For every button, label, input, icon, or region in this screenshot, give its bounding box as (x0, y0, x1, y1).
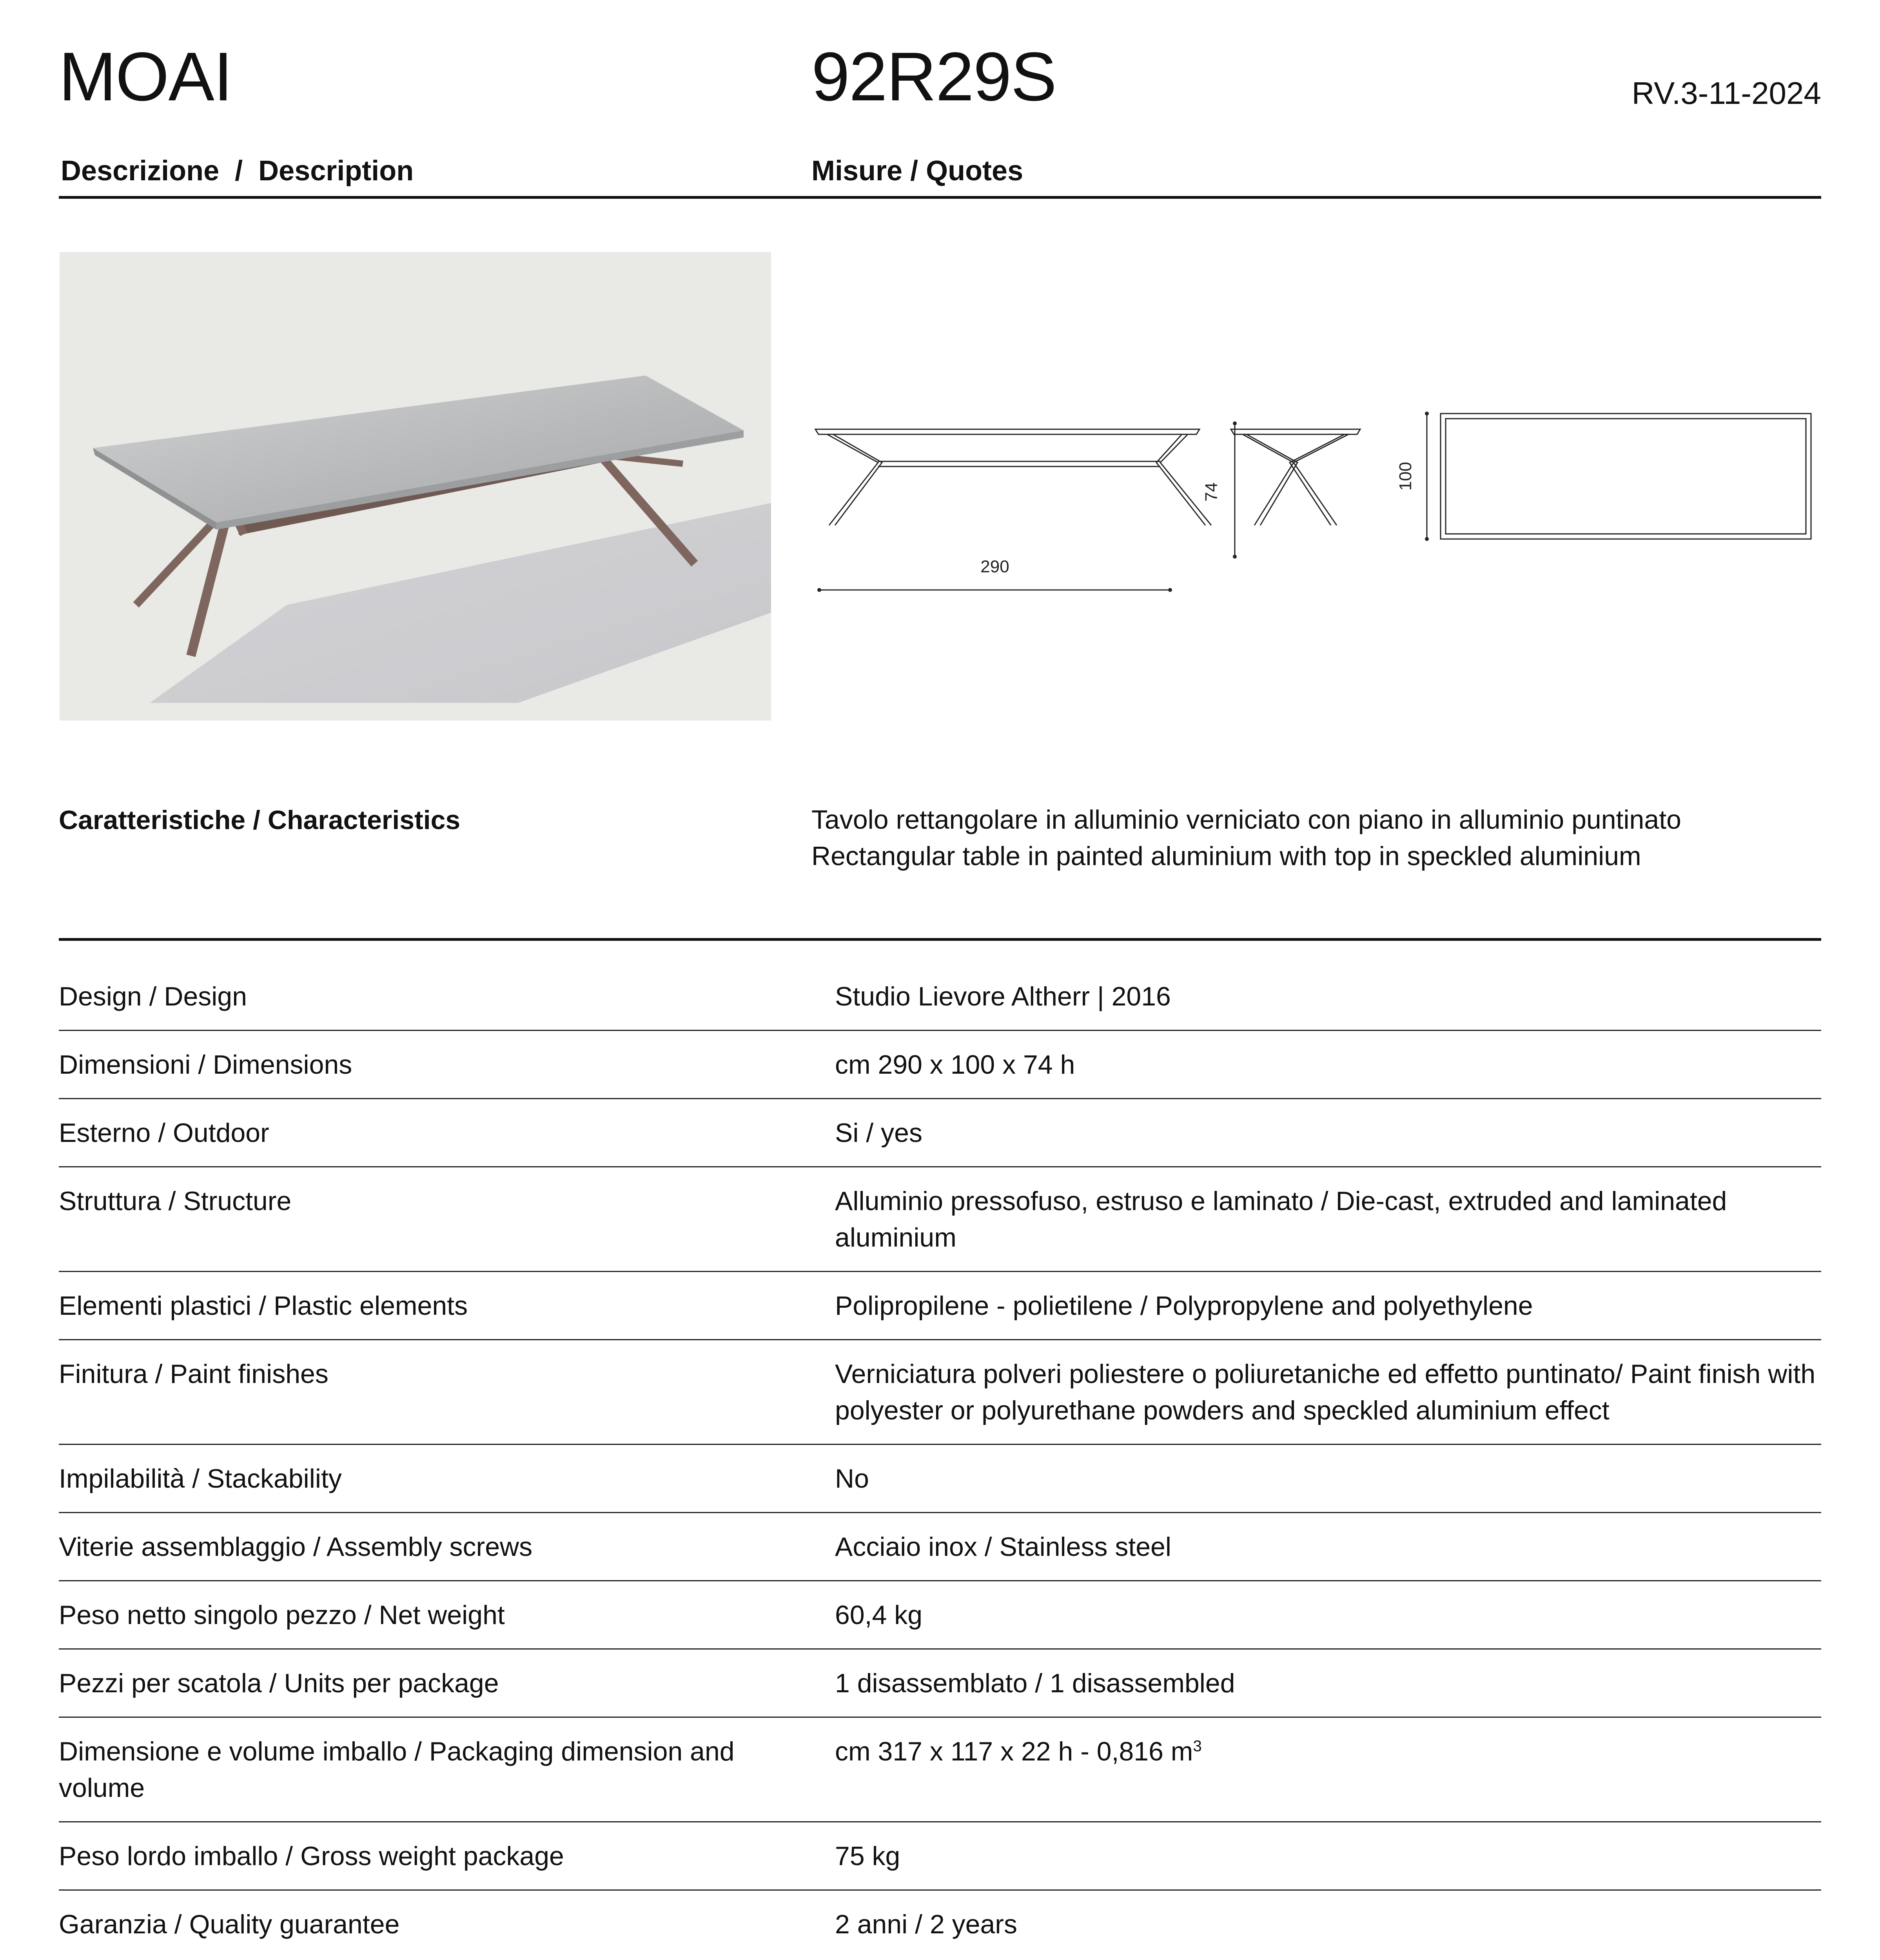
spec-value: Alluminio pressofuso, estruso e laminato / Die-cast, extruded and laminated aluminium (835, 1167, 1821, 1272)
spec-value (835, 1717, 1821, 1822)
specifications-table (59, 963, 1821, 1958)
spec-value: Polipropilene - polietilene / Polypropylene and polyethylene (835, 1272, 1821, 1340)
table-row (59, 1822, 1821, 1890)
spec-value: 2 anni / 2 years (835, 1909, 1017, 1939)
table-row (59, 1167, 1821, 1272)
spec-value: cm 290 x 100 x 74 h (835, 1031, 1821, 1099)
table-row (59, 963, 1821, 1031)
table-row (59, 1513, 1821, 1581)
spec-value: Studio Lievore Altherr | 2016 (835, 963, 1821, 1031)
length-dimension-label: 290 (980, 557, 1009, 576)
spec-value-text: cm 317 x 117 x 22 h - 0,816 m (835, 1737, 1193, 1766)
superscript-three: 3 (1193, 1737, 1202, 1755)
characteristics-title: Caratteristiche / Characteristics (59, 805, 461, 835)
characteristics-text (811, 802, 1815, 875)
product-photo (60, 252, 771, 720)
description-section-title: Descrizione / Description (61, 155, 414, 187)
dimension-drawings (808, 392, 1835, 612)
characteristics-line-it: Tavolo rettangolare in alluminio verniciato con piano in alluminio puntinato (811, 805, 1681, 835)
revision-label: RV.3-11-2024 (1631, 76, 1821, 111)
table-row (59, 1649, 1821, 1717)
table-row (59, 1099, 1821, 1167)
spec-label: Elementi plastici / Plastic elements (59, 1272, 835, 1340)
spec-value: 1 disassemblato / 1 disassembled (835, 1649, 1821, 1717)
table-row (59, 1717, 1821, 1822)
spec-label: Viterie assemblaggio / Assembly screws (59, 1513, 835, 1581)
spec-value: 75 kg (835, 1822, 1821, 1890)
table-row (59, 1031, 1821, 1099)
product-brand: MOAI (59, 38, 232, 115)
table-row (59, 1581, 1821, 1649)
header-divider (59, 196, 1821, 199)
table-row (59, 1272, 1821, 1340)
spec-label: Garanzia / Quality guarantee (59, 1909, 400, 1939)
product-code: 92R29S (811, 38, 1056, 115)
spec-label: Dimensioni / Dimensions (59, 1031, 835, 1099)
characteristics-line-en: Rectangular table in painted aluminium with top in speckled aluminium (811, 841, 1641, 871)
spec-label: Esterno / Outdoor (59, 1099, 835, 1167)
spec-label: Dimensione e volume imballo / Packaging dimension and volume (59, 1717, 835, 1822)
table-row (59, 1340, 1821, 1445)
characteristics-divider (59, 938, 1821, 941)
spec-label: Finitura / Paint finishes (59, 1340, 835, 1445)
spec-value: No (835, 1445, 1821, 1513)
spec-label: Peso lordo imballo / Gross weight package (59, 1822, 835, 1890)
spec-label: Design / Design (59, 963, 835, 1031)
height-dimension-label: 74 (1202, 482, 1221, 502)
spec-value: Verniciatura polveri poliestere o poliuretaniche ed effetto puntinato/ Paint finish with polyester or polyurethane powders and speckled aluminium effect (835, 1340, 1821, 1445)
spec-label: Struttura / Structure (59, 1167, 835, 1272)
spec-label: Pezzi per scatola / Units per package (59, 1649, 835, 1717)
table-row (59, 1445, 1821, 1513)
spec-value: 60,4 kg (835, 1581, 1821, 1649)
depth-dimension-label: 100 (1396, 462, 1415, 491)
spec-label: Impilabilità / Stackability (59, 1445, 835, 1513)
spec-value: Si / yes (835, 1099, 1821, 1167)
spec-value: Acciaio inox / Stainless steel (835, 1513, 1821, 1581)
table-row (59, 1890, 1821, 1958)
measures-section-title: Misure / Quotes (811, 155, 1023, 187)
spec-label: Peso netto singolo pezzo / Net weight (59, 1581, 835, 1649)
